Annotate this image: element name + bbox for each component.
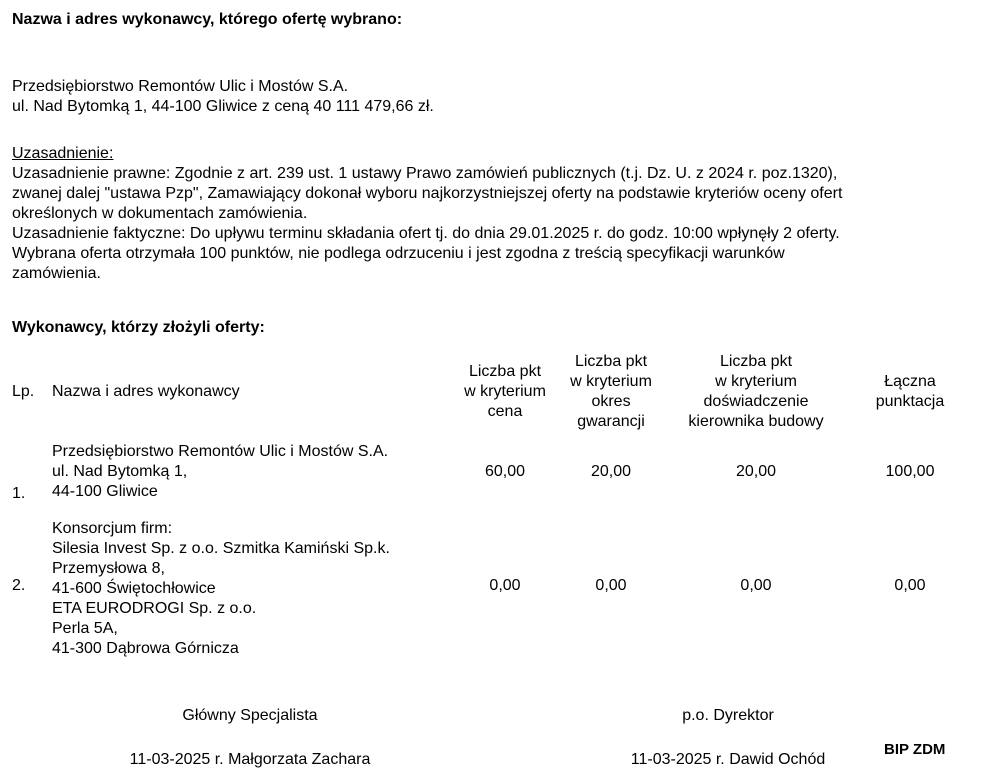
row-name-line: 41-300 Dąbrowa Górnicza (52, 640, 239, 657)
justification-title: Uzasadnienie: (12, 145, 114, 162)
justification-line: Uzasadnienie faktyczne: Do upływu terminu składania ofert tj. do dnia 29.01.2025 r. do godz. 10:00 wpłynęły 2 oferty. (12, 225, 840, 242)
header-experience-line: w kryterium (715, 373, 797, 390)
header-experience-line: kierownika budowy (688, 413, 824, 430)
justification-section (12, 144, 972, 284)
header-warranty-line: gwarancji (577, 413, 645, 430)
header-experience-line: Liczba pkt (719, 353, 793, 370)
justification-line: określonych w dokumentach zamówienia. (12, 205, 308, 222)
row-total: 0,00 (894, 577, 926, 594)
row-name-line: 44-100 Gliwice (52, 483, 158, 500)
row-name-line: Przemysłowa 8, (52, 560, 165, 577)
row-name-line: Przedsiębiorstwo Remontów Ulic i Mostów S.A. (52, 443, 389, 460)
justification-line: zwanej dalej "ustawa Pzp", Zamawiający dokonał wyboru najkorzystniejszej oferty na podstawie kryteriów oceny ofert (12, 185, 843, 202)
row-experience: 20,00 (735, 463, 777, 480)
row-name-line: 41-600 Świętochłowice (52, 580, 216, 597)
header-price-line: cena (487, 403, 523, 420)
row-name-line: Perla 5A, (52, 620, 118, 637)
row-name-line: ETA EURODROGI Sp. z o.o. (52, 600, 257, 617)
row-price: 0,00 (489, 577, 521, 594)
offers-table (12, 346, 972, 666)
row-warranty: 20,00 (590, 463, 632, 480)
header-price (452, 346, 558, 438)
header-total-line: punktacja (875, 393, 945, 410)
header-price-line: Liczba pkt (468, 363, 542, 380)
header-lp: Lp. (12, 383, 35, 400)
bip-stamp: BIP ZDM (884, 741, 946, 758)
table-row (12, 506, 972, 666)
row-total: 100,00 (885, 463, 935, 480)
signature-right-date-name: 11-03-2025 r. Dawid Ochód (630, 751, 826, 768)
selected-offer-details (12, 77, 972, 117)
header-price-line: w kryterium (464, 383, 546, 400)
signature-right-title: p.o. Dyrektor (682, 707, 774, 724)
header-experience (664, 346, 848, 438)
row-name-line: Konsorcjum firm: (52, 520, 173, 537)
row-lp: 1. (12, 485, 26, 502)
header-warranty-line: okres (591, 393, 631, 410)
row-name-line: Silesia Invest Sp. z o.o. Szmitka Kamiński Sp.k. (52, 540, 390, 557)
table-header-row (12, 346, 972, 438)
header-total-line: Łączna (884, 373, 936, 390)
signature-left-title: Główny Specjalista (182, 707, 318, 724)
selected-offer-line-1: Przedsiębiorstwo Remontów Ulic i Mostów S.A. (12, 78, 349, 95)
row-name (52, 506, 452, 666)
selected-offer-line-2: ul. Nad Bytomką 1, 44-100 Gliwice z ceną 40 111 479,66 zł. (12, 98, 434, 115)
justification-line: zamówienia. (12, 265, 101, 282)
table-row (12, 438, 972, 506)
row-name (52, 438, 452, 506)
justification-line: Uzasadnienie prawne: Zgodnie z art. 239 ust. 1 ustawy Prawo zamówień publicznych (t.j. Dz. U. z 2024 r. poz.1320), (12, 165, 838, 182)
selected-offer-heading: Nazwa i adres wykonawcy, którego ofertę wybrano: (12, 11, 403, 28)
row-warranty: 0,00 (595, 577, 627, 594)
header-warranty-line: Liczba pkt (574, 353, 648, 370)
header-name: Nazwa i adres wykonawcy (52, 383, 240, 400)
justification-line: Wybrana oferta otrzymała 100 punktów, nie podlega odrzuceniu i jest zgodna z treścią specyfikacji warunków (12, 245, 785, 262)
row-lp: 2. (12, 577, 26, 594)
signature-left-date-name: 11-03-2025 r. Małgorzata Zachara (129, 751, 371, 768)
row-price: 60,00 (484, 463, 526, 480)
header-total (848, 346, 972, 438)
row-experience: 0,00 (740, 577, 772, 594)
header-experience-line: doświadczenie (703, 393, 809, 410)
header-warranty-line: w kryterium (570, 373, 652, 390)
row-name-line: ul. Nad Bytomką 1, (52, 463, 188, 480)
offers-heading: Wykonawcy, którzy złożyli oferty: (12, 319, 265, 336)
header-warranty (558, 346, 664, 438)
